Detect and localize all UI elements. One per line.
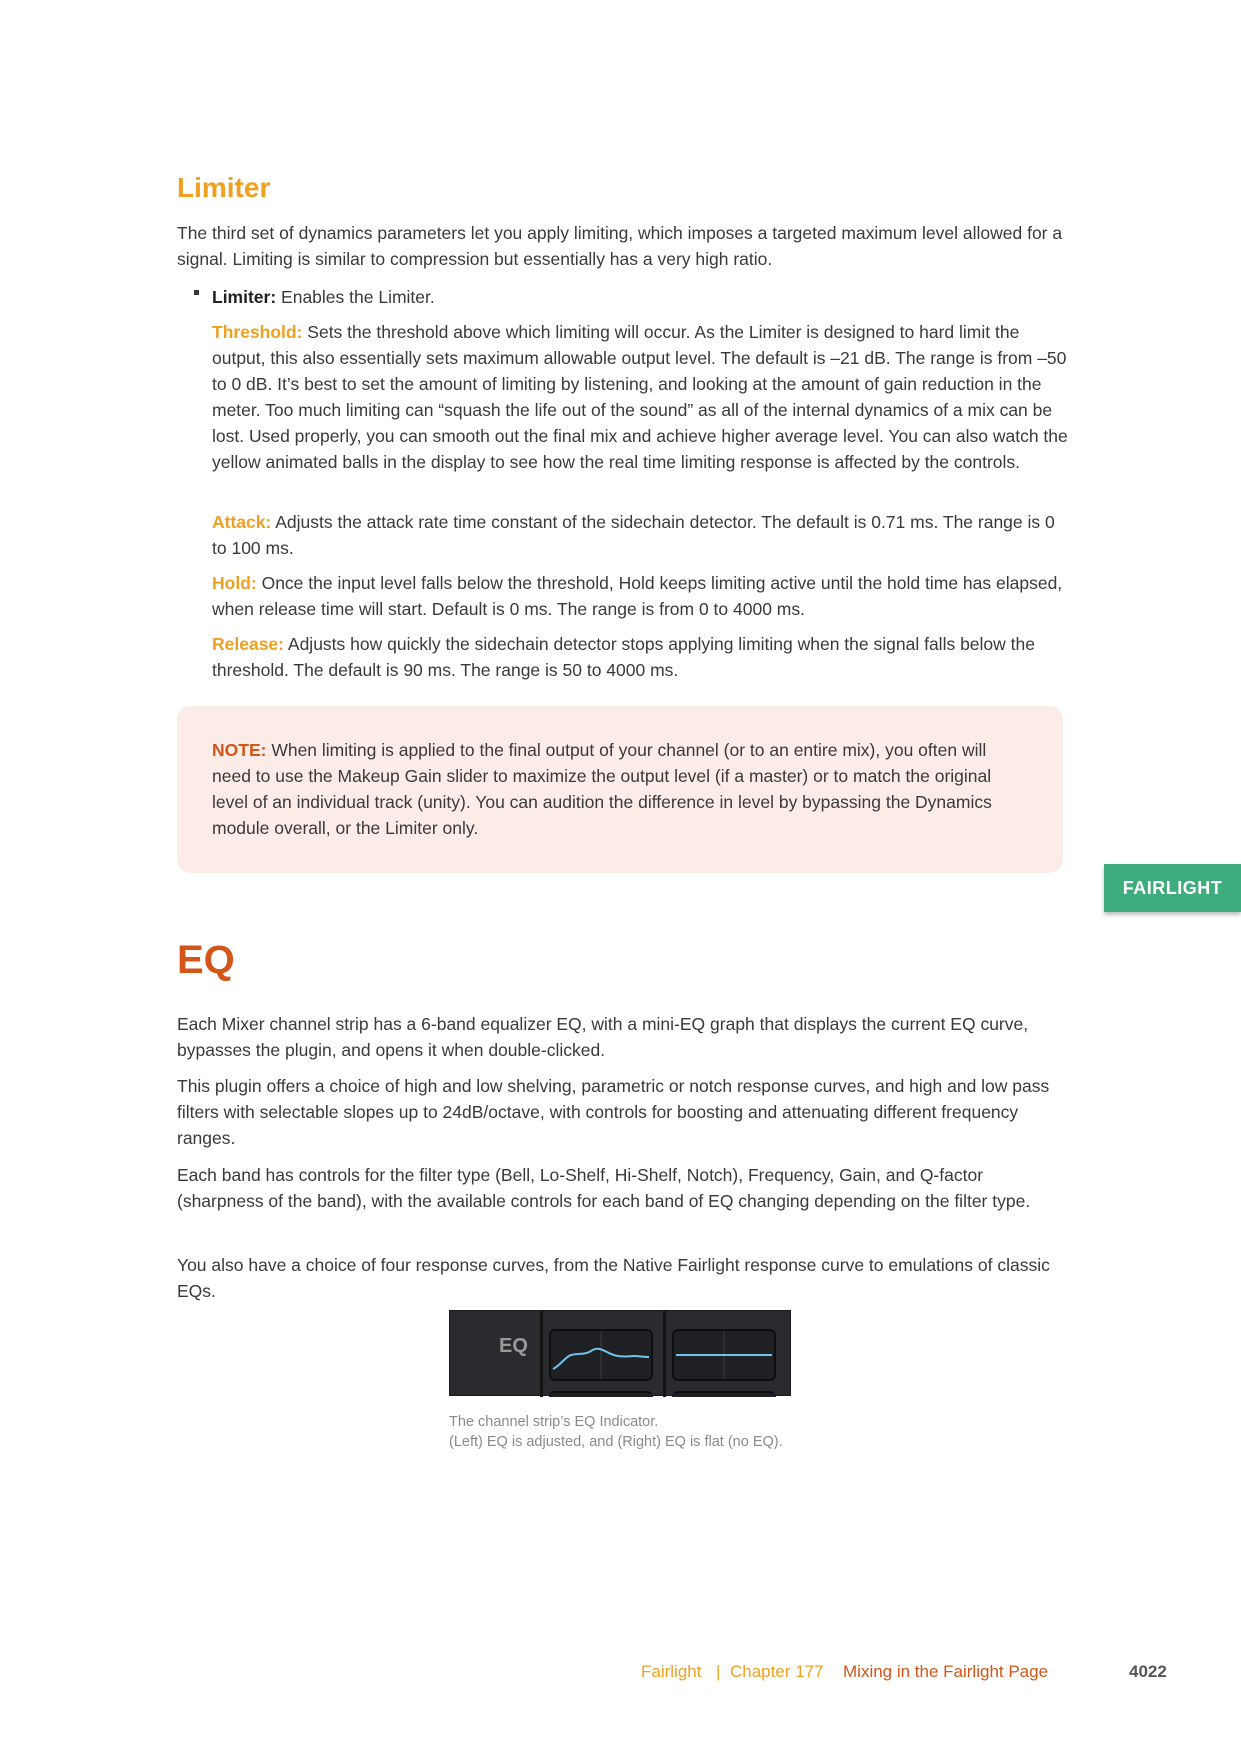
bullet-marker (194, 290, 199, 295)
threshold-term: Threshold: (212, 322, 303, 342)
threshold-text: Sets the threshold above which limiting will occur. As the Limiter is designed to hard limit the output, this also essentially sets maximum allowable output level. The default is –21 dB. The range is from –50 to 0 dB. It’s best to set the amount of limiting by listening, and looking at the amount of gain reduction in the meter. Too much limiting can “squash the life out of the sound” as all of the internal dynamics of a mix can be lost. Used properly, you can smooth out the final mix and achieve higher average level. You can also watch the yellow animated balls in the display to see how the real time limiting response is affected by the controls. (212, 322, 1068, 472)
limiter-bullet-term: Limiter: (212, 287, 277, 307)
footer-separator: | (716, 1662, 721, 1681)
eq-paragraph-2: This plugin offers a choice of high and low shelving, parametric or notch response curves, and high and low pass filters with selectable slopes up to 24dB/octave, with controls for boosting and attenuating different frequency ranges. (177, 1076, 1050, 1148)
eq-graph-flat[interactable] (672, 1329, 776, 1381)
figure-divider (663, 1311, 666, 1397)
strip-control-edge (672, 1391, 776, 1397)
hold-text: Once the input level falls below the threshold, Hold keeps limiting active until the hold time has elapsed, when release time will start. Default is 0 ms. The range is from 0 to 4000 ms. (212, 573, 1063, 619)
release-term: Release: (212, 634, 284, 654)
release-paragraph (212, 631, 1068, 683)
hold-term: Hold: (212, 573, 257, 593)
eq-curve-adjusted-graphic (551, 1331, 651, 1379)
eq-paragraph-3: Each band has controls for the filter type (Bell, Lo-Shelf, Hi-Shelf, Notch), Frequency, Gain, and Q-factor (sharpness of the band), with the available controls for each band of EQ changing depending on the filter type. (177, 1165, 1031, 1211)
attack-paragraph (212, 509, 1068, 561)
attack-text: Adjusts the attack rate time constant of the sidechain detector. The default is 0.71 ms. The range is 0 to 100 ms. (212, 512, 1055, 558)
note-text: When limiting is applied to the final output of your channel (or to an entire mix), you often will need to use the Makeup Gain slider to maximize the output level (if a master) or to match the original level of an individual track (unity). You can audition the difference in level by bypassing the Dynamics module overall, or the Limiter only. (212, 740, 992, 838)
note-box (177, 706, 1063, 873)
hold-paragraph (212, 570, 1068, 622)
figure-caption (449, 1412, 783, 1452)
figure-divider (540, 1311, 543, 1397)
eq-paragraph-1: Each Mixer channel strip has a 6-band equalizer EQ, with a mini-EQ graph that displays the current EQ curve, bypasses the plugin, and opens it when double-clicked. (177, 1014, 1029, 1060)
eq-paragraph-4: You also have a choice of four response curves, from the Native Fairlight response curve to emulations of classic EQs. (177, 1255, 1050, 1301)
footer-chapter: Chapter 177 (730, 1662, 824, 1681)
strip-control-edge (549, 1391, 653, 1397)
note-paragraph (212, 737, 1022, 841)
caption-line-2: (Left) EQ is adjusted, and (Right) EQ is flat (no EQ). (449, 1434, 783, 1450)
fairlight-side-tab[interactable]: FAIRLIGHT (1104, 864, 1241, 912)
section-heading-limiter: Limiter (177, 172, 271, 203)
footer-section: Fairlight (641, 1662, 702, 1681)
limiter-intro: The third set of dynamics parameters let you apply limiting, which imposes a targeted maximum level allowed for a signal. Limiting is similar to compression but essentially has a very high ratio. (177, 223, 1063, 269)
release-text: Adjusts how quickly the sidechain detector stops applying limiting when the signal falls below the threshold. The default is 90 ms. The range is 50 to 4000 ms. (212, 634, 1035, 680)
eq-graph-adjusted[interactable] (549, 1329, 653, 1381)
note-term: NOTE: (212, 740, 267, 760)
limiter-bullet-text: Enables the Limiter. (276, 287, 435, 307)
threshold-paragraph (212, 319, 1068, 475)
page-number: 4022 (1129, 1662, 1167, 1681)
section-heading-eq: EQ (177, 938, 235, 982)
eq-indicator-figure (449, 1310, 791, 1396)
caption-line-1: The channel strip’s EQ Indicator. (449, 1414, 659, 1430)
footer-chapter-title: Mixing in the Fairlight Page (843, 1662, 1049, 1681)
eq-indicator-label: EQ (499, 1335, 528, 1357)
eq-curve-flat-graphic (674, 1331, 774, 1379)
attack-term: Attack: (212, 512, 272, 532)
limiter-bullet (212, 284, 1068, 310)
